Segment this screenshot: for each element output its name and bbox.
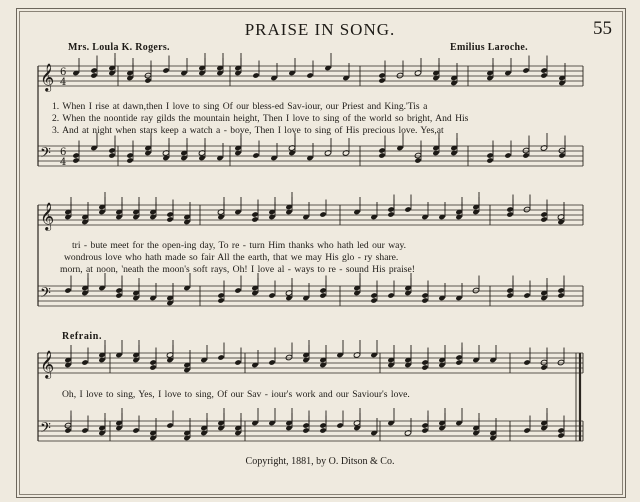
refrain-label: Refrain. [62,331,103,342]
bass-clef-icon: 𝄢 [40,285,51,305]
lyricist-credit: Mrs. Loula K. Rogers. [68,42,170,53]
copyright-line: Copyright, 1881, by O. Ditson & Co. [245,456,395,467]
bass-clef-icon: 𝄢 [40,145,51,165]
refrain-lyric: Oh, I love to sing, Yes, I love to sing, Of our Sav - iour's work and our Saviour's love. [62,389,410,400]
verse-1-line-1: 1. When I rise at dawn,then I love to sing Of our bless-ed Sav-iour, our Priest and King.'Tis a [52,101,428,112]
verse-2-line-1: 2. When the noontide ray gilds the mountain height, Then I love to sing of the world so bright, And His [52,113,469,124]
verse-2-line-2: wondrous love who hath made so fair All the earth, that we may His glo - ry share. [64,252,399,263]
treble-clef-icon: 𝄞 [40,202,55,230]
treble-clef-icon: 𝄞 [40,350,55,378]
song-title: PRAISE IN SONG. [244,20,396,39]
bass-clef-icon: 𝄢 [40,420,51,440]
verse-3-line-1: 3. And at night when stars keep a watch a - bove, Then I love to sing of His precious love. Yes,at [52,125,444,136]
verse-1-line-2: tri - bute meet for the open-ing day, To re - turn Him thanks who hath led our way. [72,240,407,251]
composer-credit: Emilius Laroche. [450,42,528,53]
page-number: 55 [593,18,612,39]
time-signature-numerator: 6 [60,147,67,158]
treble-clef-icon: 𝄞 [40,63,55,91]
time-signature-denominator: 4 [60,157,67,168]
verse-3-line-2: morn, at noon, 'neath the moon's soft rays, Oh! I love al - ways to re - sound His praise! [60,264,415,275]
time-signature-denominator: 4 [60,77,67,88]
time-signature-numerator: 6 [60,67,67,78]
